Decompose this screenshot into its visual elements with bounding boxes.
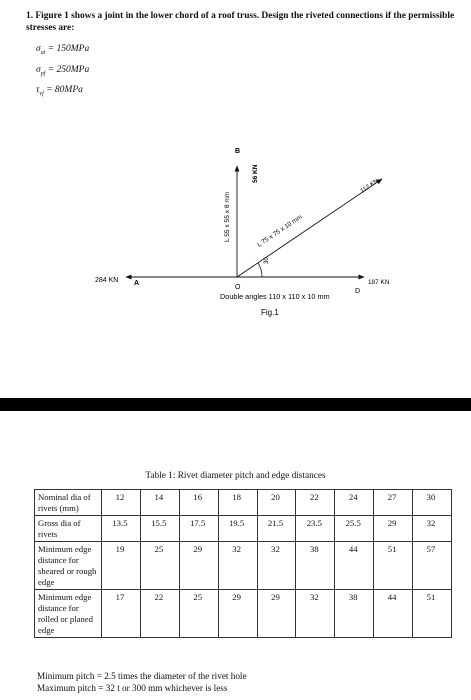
force-d-label: 187 KN — [368, 279, 390, 286]
force-inclined-label: 112 KN — [359, 177, 380, 195]
table-cell: 29 — [179, 542, 218, 590]
table-cell: 38 — [335, 590, 374, 638]
stress-value: = 80MPa — [46, 85, 83, 95]
table-cell: 17 — [102, 590, 141, 638]
vertical-member-label: L 55 x 55 x 8 mm — [224, 191, 231, 242]
table-cell: 15.5 — [140, 516, 179, 542]
table-row-label: Gross dia of rivets — [35, 516, 102, 542]
table-cell: 27 — [374, 490, 413, 516]
table-cell: 32 — [218, 542, 257, 590]
table-cell: 24 — [335, 490, 374, 516]
section-divider — [0, 398, 471, 411]
stress-symbol: σ — [36, 65, 41, 75]
table-cell: 51 — [413, 590, 452, 638]
min-pitch-note: Minimum pitch = 2.5 times the diameter of the rivet hole — [37, 671, 247, 681]
table-row — [35, 590, 452, 638]
table-cell: 22 — [296, 490, 335, 516]
inclined-member-label: L 75 x 75 x 10 mm — [256, 213, 304, 249]
force-a-label: 284 KN — [95, 277, 119, 284]
table-cell: 21.5 — [257, 516, 296, 542]
table-cell: 20 — [257, 490, 296, 516]
table-row-label: Minimum edge distance for sheared or rough edge — [35, 542, 102, 590]
stress-symbol: σ — [36, 44, 41, 54]
table-cell: 30 — [413, 490, 452, 516]
stress-subscript: pf — [40, 70, 46, 77]
pitch-notes — [37, 670, 247, 694]
stress-symbol: τ — [36, 85, 40, 95]
table-cell: 23.5 — [296, 516, 335, 542]
table-cell: 19.5 — [218, 516, 257, 542]
stress-allowable-shear — [36, 85, 83, 97]
table-cell: 32 — [257, 542, 296, 590]
angle-arc — [258, 263, 262, 277]
table-cell: 16 — [179, 490, 218, 516]
label-a: A — [134, 280, 140, 287]
truss-joint-figure — [0, 135, 471, 325]
table-cell: 29 — [257, 590, 296, 638]
table-cell: 32 — [296, 590, 335, 638]
inclined-member-line — [237, 179, 382, 277]
problem-statement: 1. Figure 1 shows a joint in the lower chord of a roof truss. Design the riveted connections if the permissible stresses are: — [26, 11, 455, 33]
label-d: D — [355, 288, 361, 295]
stress-value: = 250MPa — [47, 65, 90, 75]
chord-member-label: Double angles 110 x 110 x 10 mm — [220, 292, 330, 301]
label-o: O — [235, 284, 241, 291]
table-cell: 17.5 — [179, 516, 218, 542]
stress-value: = 150MPa — [47, 44, 90, 54]
table-row — [35, 542, 452, 590]
table-cell: 13.5 — [102, 516, 141, 542]
stress-allowable-bearing — [36, 65, 89, 77]
table-cell: 14 — [140, 490, 179, 516]
table-cell: 19 — [102, 542, 141, 590]
table-row-label: Minimum edge distance for rolled or planed edge — [35, 590, 102, 638]
stress-subscript: at — [40, 49, 46, 56]
table-cell: 12 — [102, 490, 141, 516]
table-cell: 44 — [335, 542, 374, 590]
table-cell: 25 — [179, 590, 218, 638]
figure-caption: Fig.1 — [261, 308, 279, 317]
label-b: B — [235, 148, 241, 155]
table-cell: 18 — [218, 490, 257, 516]
rivet-table — [34, 489, 452, 638]
max-pitch-note: Maximum pitch = 32 t or 300 mm whichever is less — [37, 683, 228, 693]
table-cell: 25 — [140, 542, 179, 590]
table-cell: 38 — [296, 542, 335, 590]
force-b-label: 56 KN — [252, 164, 259, 183]
table-cell: 32 — [413, 516, 452, 542]
table-caption: Table 1: Rivet diameter pitch and edge distances — [145, 471, 326, 481]
table-cell: 29 — [374, 516, 413, 542]
table-cell: 57 — [413, 542, 452, 590]
table-row — [35, 516, 452, 542]
table-cell: 25.5 — [335, 516, 374, 542]
table-row — [35, 490, 452, 516]
table-cell: 44 — [374, 590, 413, 638]
table-cell: 51 — [374, 542, 413, 590]
stress-allowable-tension — [36, 44, 89, 56]
stress-subscript: vf — [39, 90, 44, 97]
table-row-label: Nominal dia of rivets (mm) — [35, 490, 102, 516]
table-cell: 29 — [218, 590, 257, 638]
angle-label: 30 — [264, 257, 270, 264]
table-cell: 22 — [140, 590, 179, 638]
